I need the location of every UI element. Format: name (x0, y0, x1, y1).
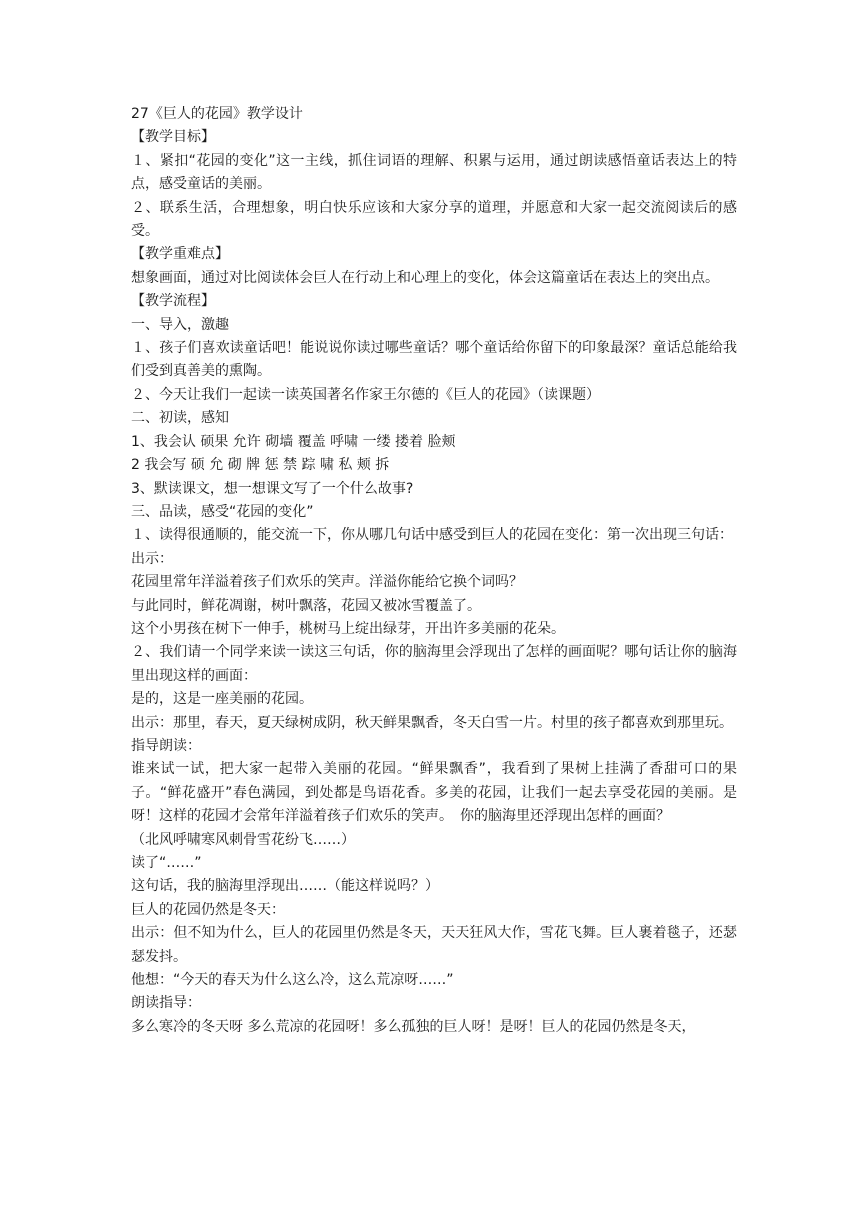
document-title: 27《巨人的花园》教学设计 (131, 106, 303, 122)
paragraph: 与此同时，鲜花凋谢，树叶飘落，花园又被冰雪覆盖了。 (131, 597, 481, 614)
paragraph: １、孩子们喜欢读童话吧！能说说你读过哪些童话？哪个童话给你留下的印象最深？童话总能给我们受到真善美的熏陶。 (131, 340, 737, 380)
paragraph: ２、联系生活，合理想象，明白快乐应该和大家分享的道理，并愿意和大家一起交流阅读后的感受。 (131, 199, 737, 240)
paragraph: １、读得很通顺的，能交流一下，你从哪几句话中感受到巨人的花园在变化：第一次出现三句话： (131, 527, 733, 544)
paragraph: 想象画面，通过对比阅读体会巨人在行动上和心理上的变化，体会这篇童话在表达上的突出点。 (131, 269, 719, 286)
paragraph: 这个小男孩在树下一伸手，桃树马上绽出绿芽，开出许多美丽的花朵。 (131, 620, 565, 637)
paragraph: 巨人的花园仍然是冬天： (131, 901, 285, 918)
document-body (131, 103, 737, 1039)
paragraph: 是的，这是一座美丽的花园。 (131, 691, 313, 708)
paragraph: 他想：“今天的春天为什么这么冷，这么荒凉呀……” (131, 972, 454, 989)
paragraph: 朗读指导： (131, 995, 201, 1012)
subsection-heading: 一、导入，激趣 (131, 316, 229, 333)
paragraph: 花园里常年洋溢着孩子们欢乐的笑声。洋溢你能给它换个词吗？ (131, 574, 523, 591)
paragraph: 3、默读课文，想一想课文写了一个什么故事? (131, 480, 414, 497)
paragraph: 谁来试一试，把大家一起带入美丽的花园。“鲜果飘香”，我看到了果树上挂满了香甜可口的果子。“鲜花盛开”春色满园，到处都是鸟语花香。多美的花园，让我们一起去享受花园的美丽。是呀！这样的花园才会常年洋溢着孩子们欢乐的笑声。 你的脑海里还浮现出怎样的画面？ (131, 761, 737, 825)
paragraph: ２、我们请一个同学来读一读这三句话，你的脑海里会浮现出了怎样的画面呢？哪句话让你的脑海里出现这样的画面： (131, 644, 737, 684)
paragraph: 出示：那里，春天，夏天绿树成阴，秋天鲜果飘香，冬天白雪一片。村里的孩子都喜欢到那里玩。 (131, 714, 733, 731)
section-heading: 【教学流程】 (131, 293, 215, 310)
subsection-heading: 二、初读，感知 (131, 410, 229, 427)
section-heading: 【教学重难点】 (131, 246, 229, 263)
paragraph: 这句话，我的脑海里浮现出……（能这样说吗？） (131, 878, 439, 895)
vocabulary-recognize: 1、我会认 硕果 允许 砌墙 覆盖 呼啸 一缕 搂着 脸颊 (131, 433, 456, 450)
paragraph: 指导朗读： (131, 737, 201, 754)
paragraph: ２、今天让我们一起读一读英国著名作家王尔德的《巨人的花园》（读课题） (131, 386, 600, 403)
vocabulary-write: 2 我会写 硕 允 砌 牌 惩 禁 踪 啸 私 颊 拆 (131, 457, 390, 474)
paragraph: 出示：但不知为什么，巨人的花园里仍然是冬天，天天狂风大作，雪花飞舞。巨人裹着毯子，还瑟瑟发抖。 (131, 925, 737, 965)
paragraph: １、紧扣“花园的变化”这一主线，抓住词语的理解、积累与运用，通过朗读感悟童话表达上的特点，感受童话的美丽。 (131, 152, 737, 193)
paragraph: （北风呼啸寒风刺骨雪花纷飞……） (131, 831, 355, 848)
paragraph: 多么寒冷的冬天呀 多么荒凉的花园呀！多么孤独的巨人呀！是呀！巨人的花园仍然是冬天， (131, 1018, 696, 1035)
subsection-heading: 三、品读，感受“花园的变化” (131, 503, 314, 520)
paragraph: 出示： (131, 550, 173, 567)
section-heading: 【教学目标】 (131, 129, 215, 146)
paragraph: 读了“……” (131, 855, 202, 871)
